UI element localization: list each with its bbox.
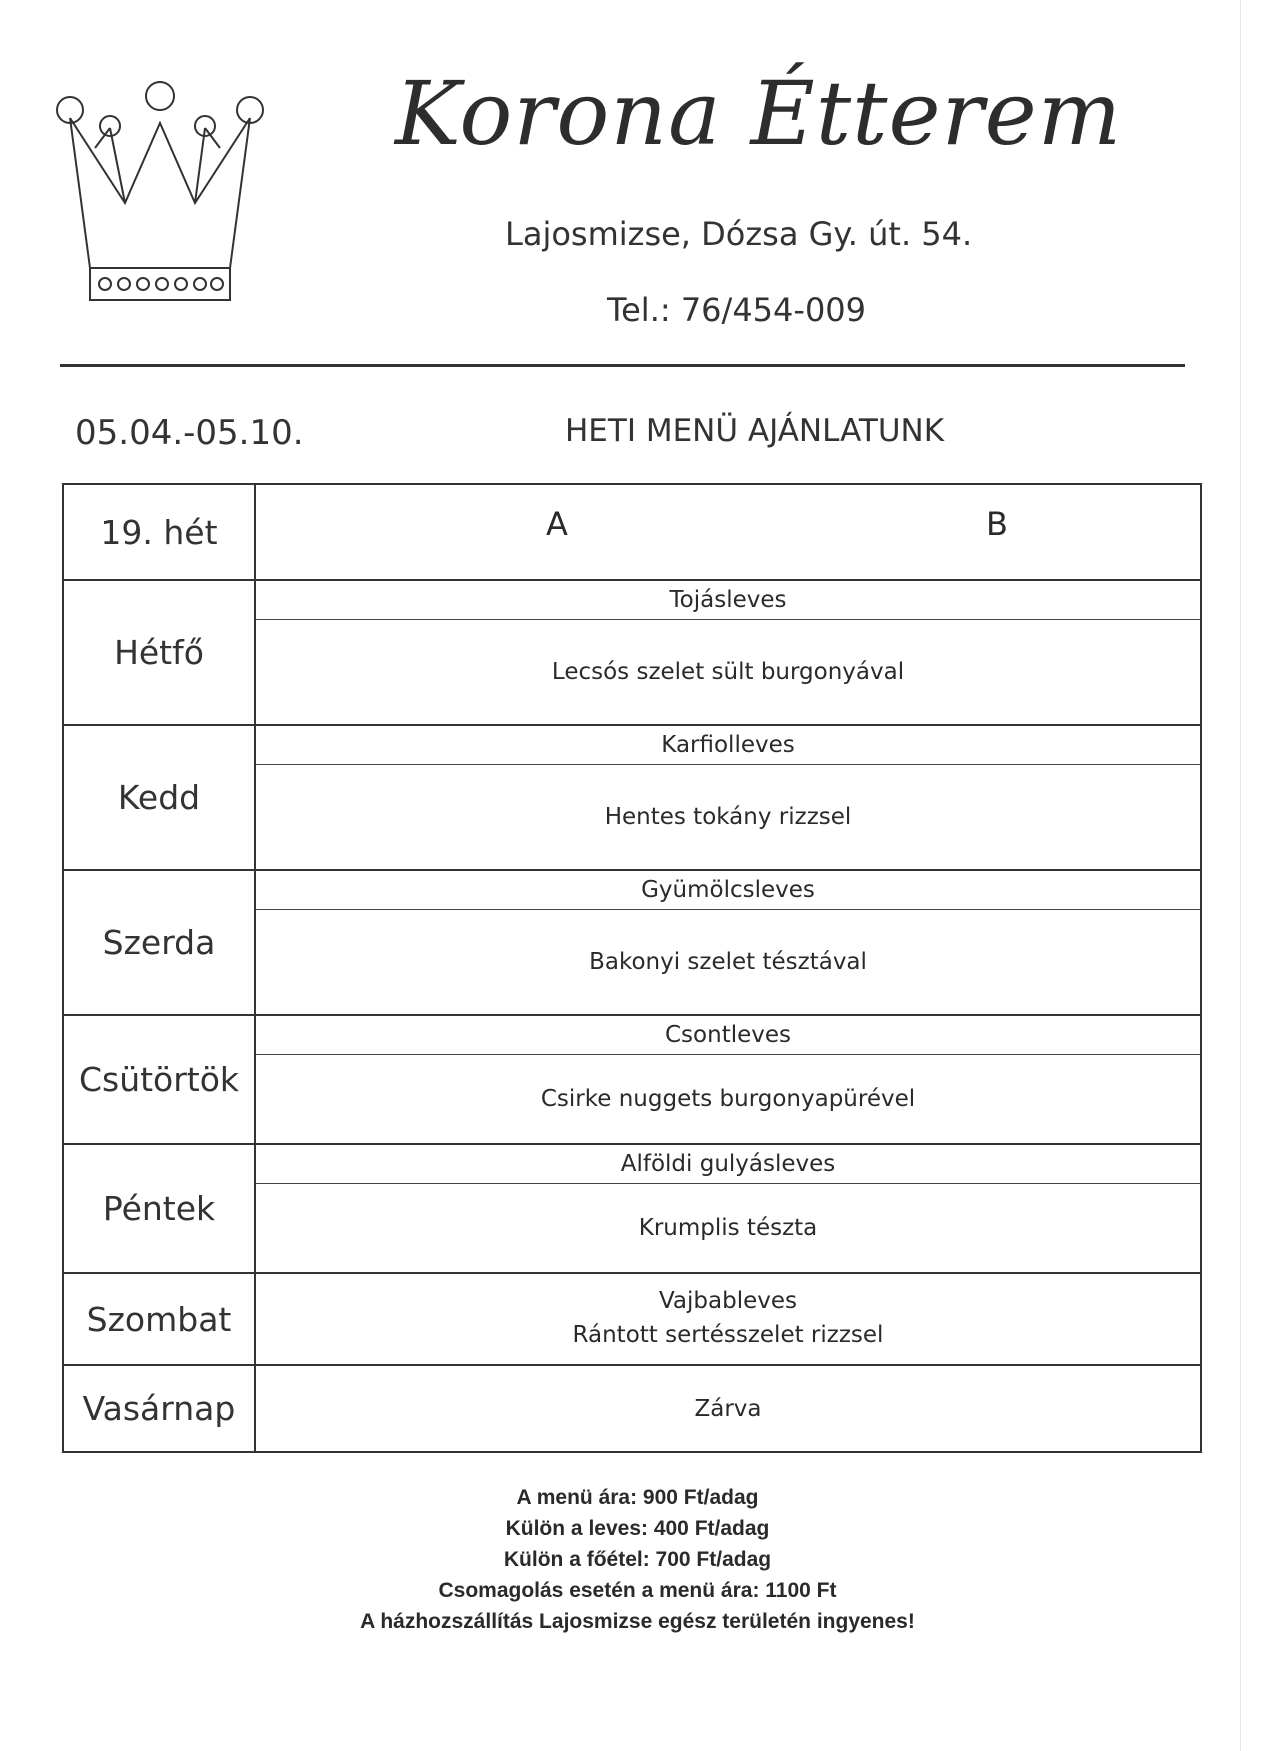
day-menu: [256, 726, 1200, 869]
day-label: Vasárnap: [64, 1366, 256, 1451]
soup-item: Tojásleves: [256, 581, 1200, 620]
menu-heading: HETI MENÜ AJÁNLATUNK: [565, 413, 945, 449]
crown-logo: [55, 78, 295, 303]
restaurant-address: Lajosmizse, Dózsa Gy. út. 54.: [505, 215, 973, 253]
soup-item: Csontleves: [256, 1016, 1200, 1055]
day-label: Csütörtök: [64, 1016, 256, 1143]
main-price-note: Külön a főétel: 700 Ft/adag: [503, 1548, 772, 1571]
main-course-item: Bakonyi szelet tésztával: [589, 949, 867, 975]
packaging-price-note: Csomagolás esetén a menü ára: 1100 Ft: [438, 1579, 837, 1602]
day-menu: [256, 871, 1200, 1014]
main-course-item: Hentes tokány rizzsel: [604, 804, 852, 830]
main-course-item: Lecsós szelet sült burgonyával: [551, 659, 905, 685]
main-course-item: Rántott sertésszelet rizzsel: [572, 1322, 884, 1348]
weekly-menu-table: [62, 483, 1202, 1453]
delivery-note: A házhozszállítás Lajosmizse egész területén ingyenes!: [360, 1610, 915, 1633]
day-menu: [256, 1016, 1200, 1143]
closed-note: Zárva: [694, 1395, 762, 1422]
main-course-item: Csirke nuggets burgonyapürével: [540, 1086, 916, 1112]
price-notes: [0, 1482, 1275, 1637]
soup-item: Gyümölcsleves: [256, 871, 1200, 910]
day-menu: [256, 581, 1200, 724]
header-divider: [60, 364, 1185, 367]
day-menu-items: [256, 1284, 1200, 1352]
week-label: 19. hét: [64, 485, 256, 579]
day-label: Péntek: [64, 1145, 256, 1272]
day-menu: [256, 1274, 1200, 1364]
main-course-item: Krumplis tészta: [638, 1215, 818, 1241]
column-b-header: B: [986, 505, 1008, 543]
soup-price-note: Külön a leves: 400 Ft/adag: [505, 1517, 770, 1540]
table-row-hetfo: [64, 579, 1200, 724]
soup-item: Karfiolleves: [256, 726, 1200, 765]
day-label: Szerda: [64, 871, 256, 1014]
table-row-kedd: [64, 724, 1200, 869]
table-row-pentek: [64, 1143, 1200, 1272]
day-label: Hétfő: [64, 581, 256, 724]
column-a-header: A: [546, 505, 568, 543]
day-label: Szombat: [64, 1274, 256, 1364]
day-menu: [256, 1366, 1200, 1451]
day-label: Kedd: [64, 726, 256, 869]
table-row-szombat: [64, 1272, 1200, 1364]
restaurant-phone: Tel.: 76/454-009: [607, 291, 867, 329]
menu-date-range: 05.04.-05.10.: [75, 413, 304, 453]
soup-item: Alföldi gulyásleves: [256, 1145, 1200, 1184]
table-row-szerda: [64, 869, 1200, 1014]
restaurant-name: Korona Étterem: [395, 62, 1123, 165]
table-row-vasarnap: [64, 1364, 1200, 1451]
day-menu: [256, 1145, 1200, 1272]
soup-item: Vajbableves: [658, 1288, 797, 1314]
table-row-csutortok: [64, 1014, 1200, 1143]
table-header-row: [64, 485, 1200, 579]
menu-price-note: A menü ára: 900 Ft/adag: [516, 1486, 759, 1509]
column-headers: [256, 485, 1200, 579]
